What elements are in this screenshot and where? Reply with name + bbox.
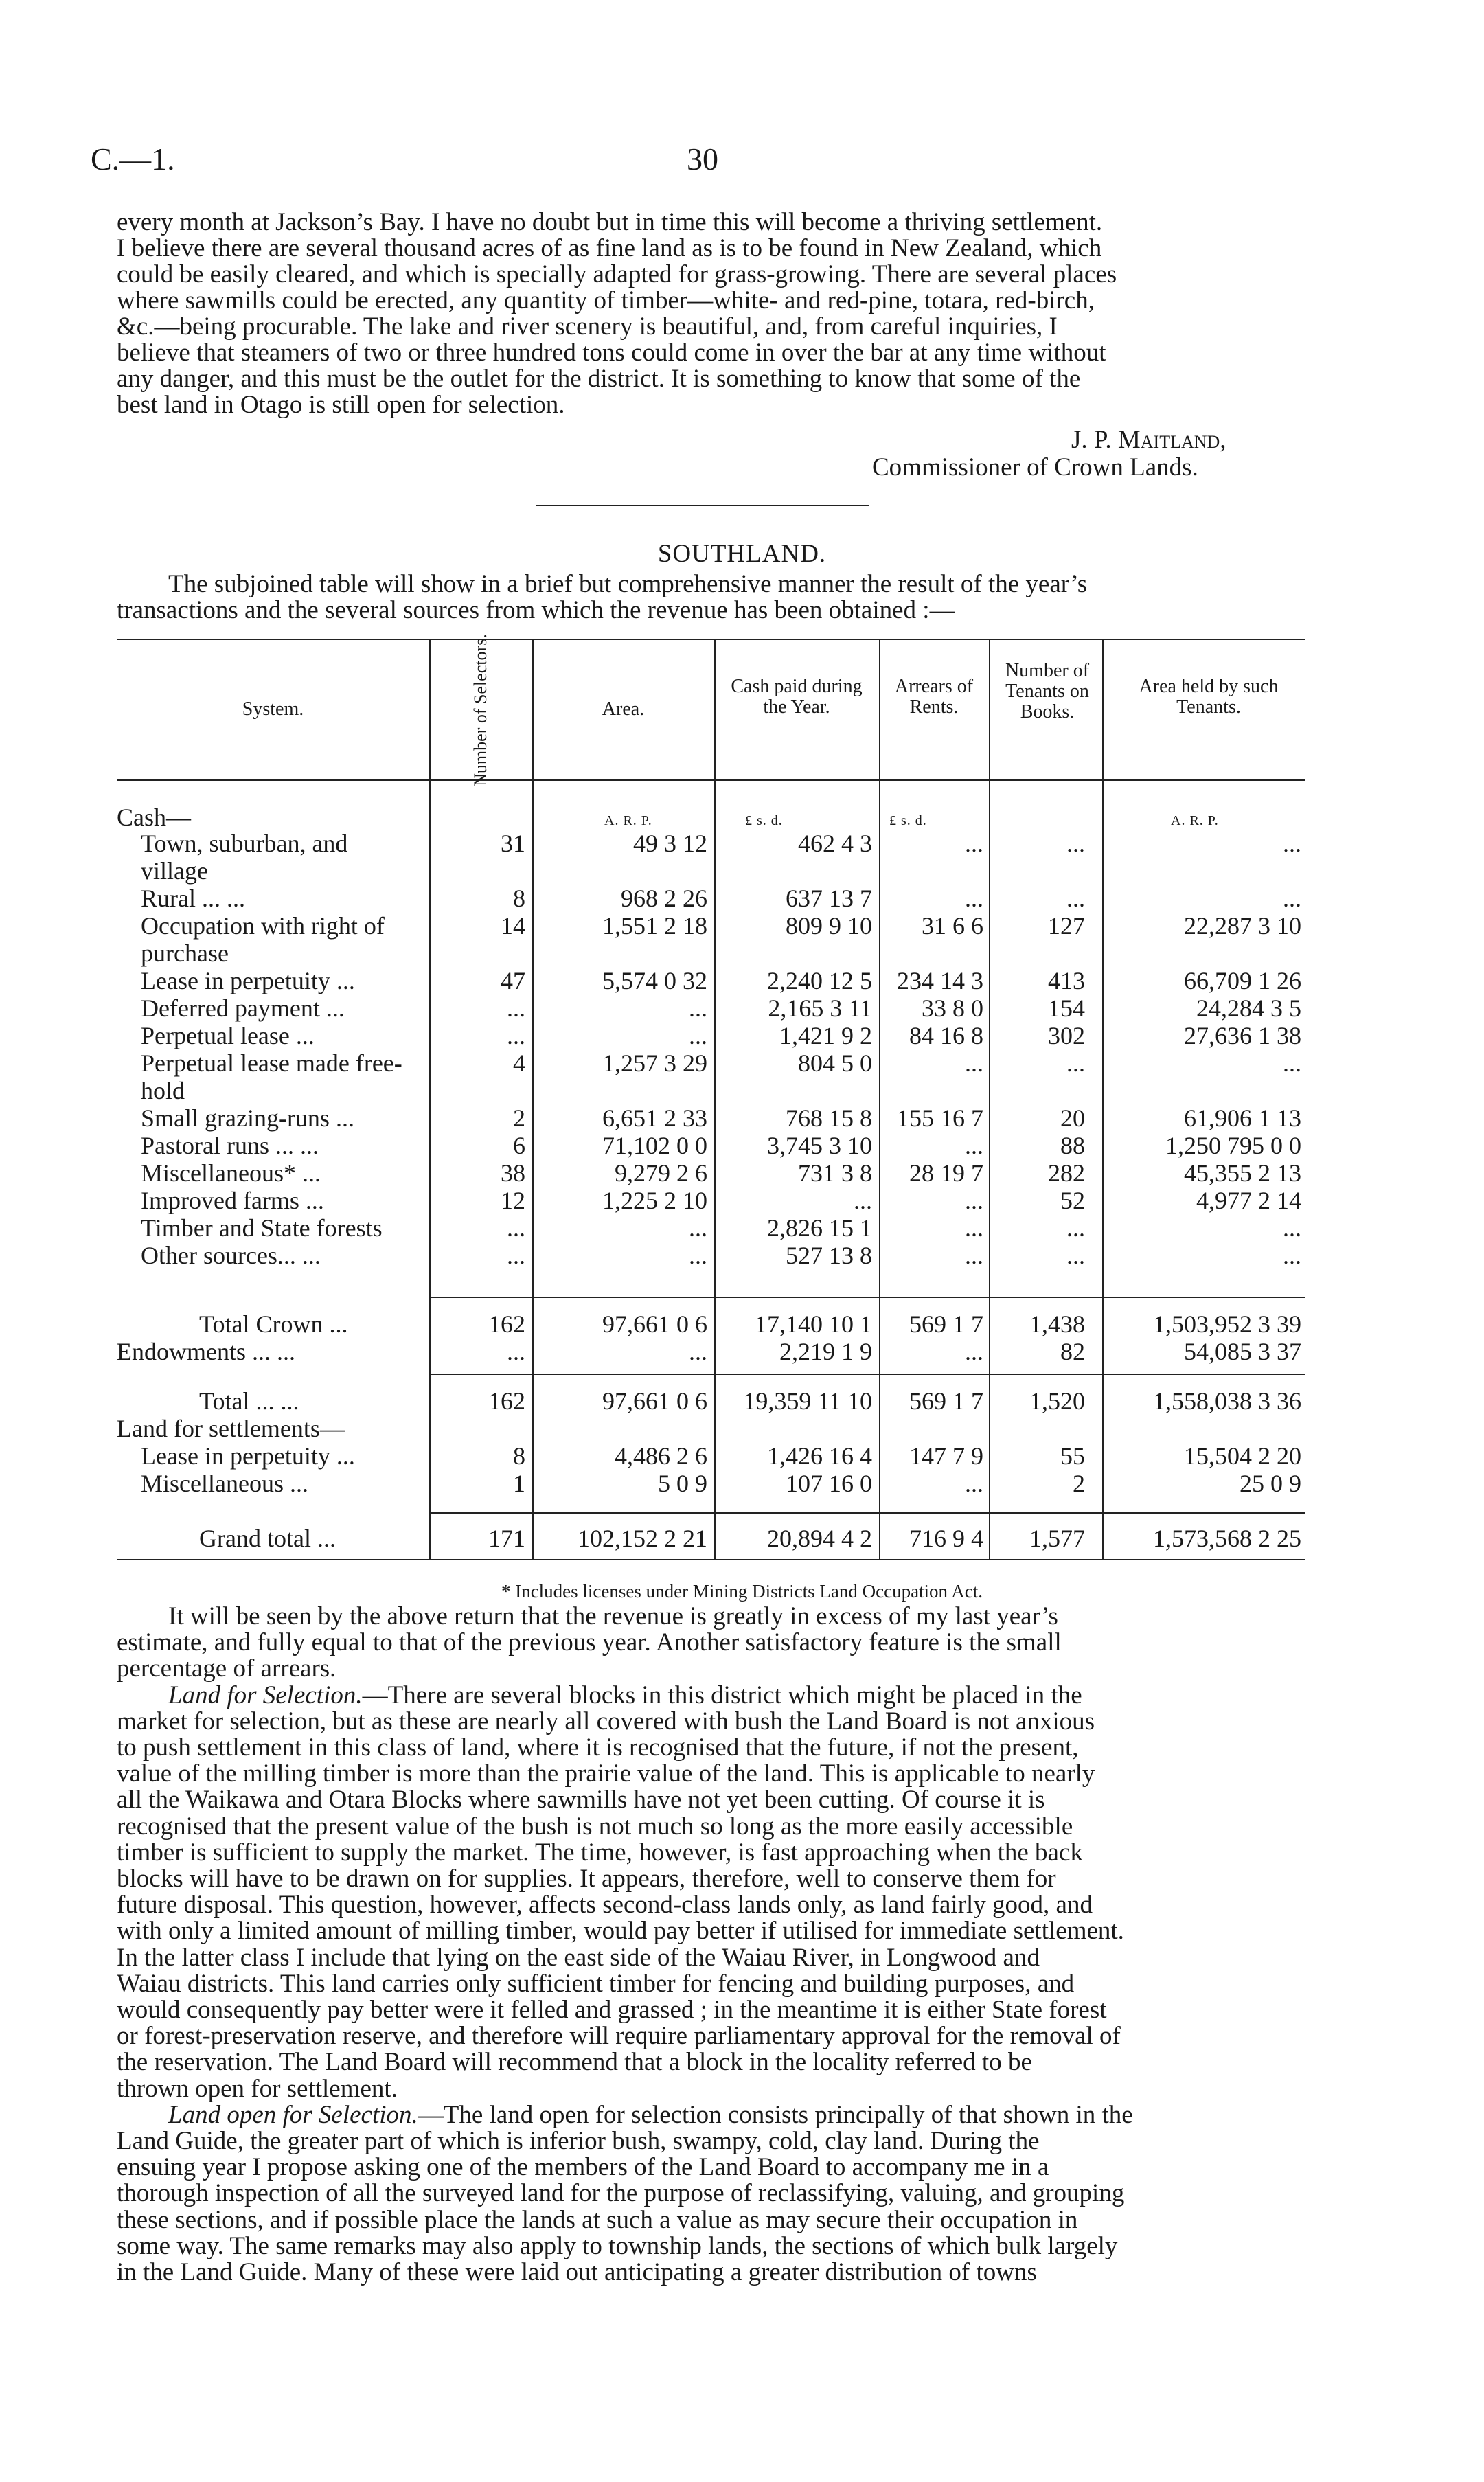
table-bottom-rule (117, 1559, 1305, 1560)
row-label: Pastoral runs ... ... (141, 1132, 319, 1159)
header-area: Area. (602, 698, 645, 720)
row-label: Small grazing-runs ... (141, 1104, 354, 1132)
cell-tenants: 413 (1048, 967, 1085, 994)
subheading-land-for-selection: Land for Selection. (168, 1681, 363, 1709)
cell-tenants: 82 (1060, 1338, 1085, 1365)
cell-arrears: 234 14 3 (897, 967, 983, 994)
cell-arrears: ... (965, 1338, 983, 1365)
row-label: Occupation with right of (141, 912, 385, 940)
row-label: hold (141, 1077, 185, 1104)
cell-cash: 2,219 1 9 (779, 1338, 872, 1365)
row-label: Perpetual lease ... (141, 1022, 315, 1049)
cell-selectors: 162 (488, 1310, 525, 1338)
cell-tenants: ... (1066, 885, 1085, 912)
cell-tenants: 2 (1073, 1470, 1085, 1497)
body-line: with only a limited amount of milling timber, would pay better if utilised for immediate settlement. (117, 1917, 1124, 1945)
cell-held: 25 0 9 (1240, 1470, 1301, 1497)
cell-tenants: 55 (1060, 1442, 1085, 1470)
cell-area: 1,551 2 18 (602, 912, 707, 940)
row-label: Deferred payment ... (141, 994, 345, 1022)
subtotal-rule (429, 1374, 1305, 1375)
header-tenants: Number of Tenants on Books. (1005, 660, 1090, 722)
section-divider (536, 505, 869, 506)
body-line: blocks will have to be drawn on for supplies. It appears, therefore, well to conserve them for (117, 1865, 1056, 1893)
col-rule (879, 639, 880, 1559)
row-label: Town, suburban, and (141, 830, 348, 857)
body-line: Land Guide, the greater part of which is inferior bush, swampy, cold, clay land. During the (117, 2127, 1040, 2155)
cell-selectors: 171 (488, 1525, 525, 1552)
cell-area: 1,225 2 10 (602, 1187, 707, 1214)
intro-line: any danger, and this must be the outlet for the district. It is something to know that some of the (117, 365, 1081, 393)
cell-cash: 462 4 3 (798, 830, 872, 857)
cell-selectors: ... (507, 1022, 525, 1049)
col-rule (989, 639, 990, 1559)
body-line: recognised that the present value of the bush is not much so long as the more easily accessible (117, 1812, 1073, 1841)
cell-area: 6,651 2 33 (602, 1104, 707, 1132)
body-line: value of the milling timber is more than the prairie value of the land. This is applicable to nearly (117, 1760, 1095, 1788)
body-line: timber is sufficient to supply the market. The time, however, is fast approaching when the back (117, 1838, 1083, 1867)
cell-arrears: 155 16 7 (897, 1104, 983, 1132)
cell-area: 1,257 3 29 (602, 1049, 707, 1077)
cell-cash: 804 5 0 (798, 1049, 872, 1077)
body-line: market for selection, but as these are nearly all covered with bush the Land Board is not anxious (117, 1707, 1095, 1735)
cell-tenants: ... (1066, 1242, 1085, 1269)
table-header-rule (117, 779, 1305, 781)
returns-table (117, 634, 1305, 1576)
col-rule (532, 639, 534, 1559)
header-selectors: Number of Selectors. (470, 634, 490, 786)
section-title: SOUTHLAND. (657, 540, 827, 568)
cell-selectors: 2 (513, 1104, 525, 1132)
cell-arrears: 569 1 7 (909, 1310, 983, 1338)
cell-selectors: ... (507, 1242, 525, 1269)
cell-held: 4,977 2 14 (1196, 1187, 1301, 1214)
cell-tenants: 127 (1048, 912, 1085, 940)
body-line: percentage of arrears. (117, 1654, 336, 1683)
cell-held: 1,250 795 0 0 (1165, 1132, 1301, 1159)
cell-held: ... (1283, 1214, 1301, 1242)
cell-area: ... (689, 994, 707, 1022)
body-line: ensuing year I propose asking one of the members of the Land Board to accompany me in a (117, 2153, 1049, 2181)
cell-held: ... (1283, 1049, 1301, 1077)
cell-selectors: 4 (513, 1049, 525, 1077)
body-line (168, 2102, 1133, 2128)
table-intro-line: transactions and the several sources from which the revenue has been obtained :— (117, 596, 955, 624)
row-label-grand-total: Grand total ... (199, 1525, 336, 1552)
cell-area: ... (689, 1338, 707, 1365)
cell-area: 71,102 0 0 (602, 1132, 707, 1159)
cell-area: 97,661 0 6 (602, 1387, 707, 1415)
body-line: In the latter class I include that lying on the east side of the Waiau River, in Longwood and (117, 1944, 1040, 1972)
cell-cash: 107 16 0 (786, 1470, 872, 1497)
cell-held: 24,284 3 5 (1196, 994, 1301, 1022)
row-label: Improved farms ... (141, 1187, 324, 1214)
cell-tenants: 88 (1060, 1132, 1085, 1159)
cell-cash: 3,745 3 10 (767, 1132, 872, 1159)
row-label: Lease in perpetuity ... (141, 967, 355, 994)
cell-held: 1,503,952 3 39 (1153, 1310, 1301, 1338)
row-label-endowments: Endowments ... ... (117, 1338, 295, 1365)
body-line: thorough inspection of all the surveyed land for the purpose of reclassifying, valuing, and grouping (117, 2179, 1125, 2207)
units-held: A. R. P. (1171, 813, 1219, 828)
cell-tenants: 302 (1048, 1022, 1085, 1049)
cell-held: ... (1283, 885, 1301, 912)
cell-selectors: 47 (501, 967, 525, 994)
row-label-total: Total ... ... (199, 1387, 299, 1415)
row-label: Perpetual lease made free- (141, 1049, 402, 1077)
body-line: some way. The same remarks may also apply to township lands, the sections of which bulk largely (117, 2232, 1118, 2260)
intro-line: I believe there are several thousand acres of as fine land as is to be found in New Zealand, which (117, 234, 1102, 262)
cell-cash: 17,140 10 1 (755, 1310, 872, 1338)
cell-cash: ... (854, 1187, 872, 1214)
cell-held: 61,906 1 13 (1184, 1104, 1301, 1132)
cell-tenants: 1,577 (1029, 1525, 1085, 1552)
row-label-misc: Miscellaneous ... (141, 1470, 308, 1497)
cell-cash: 19,359 11 10 (743, 1387, 872, 1415)
body-line: Waiau districts. This land carries only sufficient timber for fencing and building purposes, and (117, 1970, 1075, 1998)
col-rule (1102, 639, 1104, 1559)
intro-line: every month at Jackson’s Bay. I have no doubt but in time this will become a thriving settlement. (117, 208, 1103, 236)
cell-selectors: 8 (513, 885, 525, 912)
cell-cash: 768 15 8 (786, 1104, 872, 1132)
subtotal-rule (429, 1512, 1305, 1514)
units-cash: £ s. d. (745, 813, 783, 828)
cell-held: ... (1283, 830, 1301, 857)
cell-selectors: 31 (501, 830, 525, 857)
cell-cash: 2,826 15 1 (767, 1214, 872, 1242)
cell-area: 97,661 0 6 (602, 1310, 707, 1338)
body-line: or forest-preservation reserve, and therefore will require parliamentary approval for the removal of (117, 2022, 1121, 2050)
units-arrears: £ s. d. (889, 813, 927, 828)
cell-arrears: 28 19 7 (909, 1159, 983, 1187)
subtotal-rule (429, 1297, 1305, 1298)
cell-arrears: ... (965, 1470, 983, 1497)
cell-area: 102,152 2 21 (578, 1525, 707, 1552)
cell-arrears: 716 9 4 (909, 1525, 983, 1552)
signature-title: Commissioner of Crown Lands. (872, 453, 1198, 481)
cell-area: ... (689, 1022, 707, 1049)
cell-cash: 20,894 4 2 (767, 1525, 872, 1552)
cell-tenants: 154 (1048, 994, 1085, 1022)
row-label: village (141, 857, 208, 885)
cell-arrears: 33 8 0 (922, 994, 983, 1022)
cell-held: 22,287 3 10 (1184, 912, 1301, 940)
body-line: to push settlement in this class of land, where it is recognised that the future, if not the present, (117, 1733, 1079, 1762)
cell-area: 5,574 0 32 (602, 967, 707, 994)
cell-selectors: 38 (501, 1159, 525, 1187)
cell-tenants: 1,438 (1029, 1310, 1085, 1338)
header-arrears: Arrears of Rents. (894, 676, 974, 718)
cell-selectors: 6 (513, 1132, 525, 1159)
cell-held: 45,355 2 13 (1184, 1159, 1301, 1187)
intro-line: believe that steamers of two or three hundred tons could come in over the bar at any time without (117, 339, 1106, 367)
body-line: estimate, and fully equal to that of the previous year. Another satisfactory feature is the small (117, 1628, 1062, 1656)
row-label: Miscellaneous* ... (141, 1159, 321, 1187)
table-footnote: * Includes licenses under Mining Districts Land Occupation Act. (501, 1581, 983, 1602)
cell-held: 15,504 2 20 (1184, 1442, 1301, 1470)
intro-line: &c.—being procurable. The lake and river scenery is beautiful, and, from careful inquiries, I (117, 312, 1058, 341)
units-area: A. R. P. (604, 813, 652, 828)
cell-selectors: 12 (501, 1187, 525, 1214)
cell-tenants: ... (1066, 1214, 1085, 1242)
cell-selectors: ... (507, 994, 525, 1022)
cell-tenants: 282 (1048, 1159, 1085, 1187)
group-label-cash: Cash— (117, 804, 191, 831)
cell-held: 54,085 3 37 (1184, 1338, 1301, 1365)
cell-arrears: ... (965, 830, 983, 857)
cell-area: 5 0 9 (658, 1470, 707, 1497)
cell-selectors: 1 (513, 1470, 525, 1497)
cell-arrears: ... (965, 1049, 983, 1077)
cell-arrears: ... (965, 1242, 983, 1269)
body-line-text: —The land open for selection consists principally of that shown in the (418, 2101, 1133, 2129)
cell-held: 1,558,038 3 36 (1153, 1387, 1301, 1415)
row-label: Rural ... ... (141, 885, 245, 912)
cell-selectors: 14 (501, 912, 525, 940)
cell-arrears: ... (965, 1132, 983, 1159)
row-label: purchase (141, 940, 229, 967)
cell-selectors: ... (507, 1338, 525, 1365)
cell-cash: 637 13 7 (786, 885, 872, 912)
cell-area: ... (689, 1214, 707, 1242)
cell-arrears: 147 7 9 (909, 1442, 983, 1470)
table-top-rule (117, 639, 1305, 640)
subheading-land-open-for-selection: Land open for Selection. (168, 2101, 418, 2129)
body-line: future disposal. This question, however, affects second-class lands only, as land fairly good, and (117, 1891, 1093, 1919)
body-line: in the Land Guide. Many of these were laid out anticipating a greater distribution of towns (117, 2258, 1037, 2286)
cell-area: 968 2 26 (621, 885, 707, 912)
cell-tenants: 20 (1060, 1104, 1085, 1132)
cell-cash: 527 13 8 (786, 1242, 872, 1269)
cell-arrears: ... (965, 1187, 983, 1214)
cell-held: 66,709 1 26 (1184, 967, 1301, 994)
cell-held: 27,636 1 38 (1184, 1022, 1301, 1049)
body-line: all the Waikawa and Otara Blocks where sawmills have not yet been cutting. Of course it is (117, 1786, 1045, 1814)
cell-cash: 809 9 10 (786, 912, 872, 940)
body-line: would consequently pay better were it felled and grassed ; in the meantime it is either State forest (117, 1996, 1107, 2024)
body-line: It will be seen by the above return that the revenue is greatly in excess of my last year’s (168, 1602, 1058, 1630)
row-label: Timber and State forests (141, 1214, 383, 1242)
table-intro-line: The subjoined table will show in a brief but comprehensive manner the result of the year’s (168, 570, 1088, 598)
col-rule (429, 639, 431, 1559)
signature-name: J. P. Maitland, (1071, 426, 1226, 454)
intro-line: best land in Otago is still open for selection. (117, 391, 565, 419)
document-reference: C.—1. (91, 141, 175, 177)
cell-selectors: ... (507, 1214, 525, 1242)
cell-selectors: 8 (513, 1442, 525, 1470)
cell-selectors: 162 (488, 1387, 525, 1415)
cell-tenants: 52 (1060, 1187, 1085, 1214)
body-line: thrown open for settlement. (117, 2075, 398, 2103)
cell-area: ... (689, 1242, 707, 1269)
group-label-land-settlements: Land for settlements— (117, 1415, 345, 1442)
cell-tenants: ... (1066, 1049, 1085, 1077)
row-label-total-crown: Total Crown ... (199, 1310, 348, 1338)
cell-arrears: 84 16 8 (909, 1022, 983, 1049)
cell-arrears: ... (965, 885, 983, 912)
cell-held: 1,573,568 2 25 (1153, 1525, 1301, 1552)
cell-cash: 731 3 8 (798, 1159, 872, 1187)
cell-cash: 1,421 9 2 (779, 1022, 872, 1049)
row-label: Other sources... ... (141, 1242, 321, 1269)
col-rule (714, 639, 716, 1559)
body-line: the reservation. The Land Board will recommend that a block in the locality referred to be (117, 2048, 1032, 2076)
header-held: Area held by such Tenants. (1139, 676, 1279, 718)
body-line: these sections, and if possible place the lands at such a value as may secure their occupation in (117, 2206, 1078, 2234)
cell-tenants: ... (1066, 830, 1085, 857)
cell-cash: 2,165 3 11 (768, 994, 872, 1022)
intro-line: where sawmills could be erected, any quantity of timber—white- and red-pine, totara, red-birch, (117, 286, 1095, 315)
cell-area: 4,486 2 6 (615, 1442, 707, 1470)
header-cash: Cash paid during the Year. (731, 676, 863, 718)
cell-arrears: ... (965, 1214, 983, 1242)
page-number: 30 (687, 141, 718, 177)
cell-area: 9,279 2 6 (615, 1159, 707, 1187)
cell-held: ... (1283, 1242, 1301, 1269)
intro-line: could be easily cleared, and which is specially adapted for grass-growing. There are several places (117, 260, 1117, 288)
body-line (168, 1683, 1082, 1709)
cell-tenants: 1,520 (1029, 1387, 1085, 1415)
row-label-lease: Lease in perpetuity ... (141, 1442, 355, 1470)
cell-area: 49 3 12 (633, 830, 707, 857)
cell-cash: 2,240 12 5 (767, 967, 872, 994)
body-line-text: —There are several blocks in this district which might be placed in the (362, 1681, 1082, 1709)
cell-cash: 1,426 16 4 (767, 1442, 872, 1470)
cell-arrears: 31 6 6 (922, 912, 983, 940)
header-system: System. (242, 698, 304, 720)
cell-arrears: 569 1 7 (909, 1387, 983, 1415)
